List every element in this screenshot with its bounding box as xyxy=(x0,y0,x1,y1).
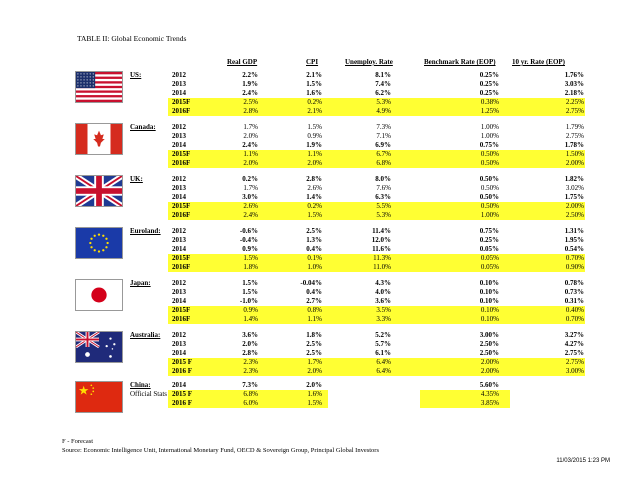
year-cell: 2015F xyxy=(172,306,191,314)
table-row xyxy=(0,141,640,150)
benchmark-rate-cell: 0.10% xyxy=(479,279,499,287)
table-row xyxy=(0,107,640,116)
ten-year-rate-cell: 1.75% xyxy=(564,193,584,201)
unemployment-cell: 6.7% xyxy=(376,150,391,158)
year-cell: 2012 xyxy=(172,227,186,235)
table-row xyxy=(0,263,640,272)
real-gdp-cell: -0.6% xyxy=(239,227,258,235)
cpi-cell: 0.9% xyxy=(307,132,322,140)
benchmark-rate-cell: 0.05% xyxy=(479,245,499,253)
benchmark-rate-cell: 0.05% xyxy=(480,263,499,271)
cpi-cell: 1.5% xyxy=(307,399,322,407)
table-row xyxy=(0,184,640,193)
table-row xyxy=(0,381,640,390)
cpi-cell: 1.1% xyxy=(307,315,322,323)
benchmark-rate-cell: 0.50% xyxy=(480,202,499,210)
unemployment-cell: 5.5% xyxy=(376,202,391,210)
cpi-cell: 1.5% xyxy=(306,80,322,88)
year-cell: 2014 xyxy=(172,297,186,305)
cpi-cell: 1.6% xyxy=(306,89,322,97)
real-gdp-cell: -1.0% xyxy=(239,297,258,305)
cpi-cell: 1.3% xyxy=(306,236,322,244)
benchmark-rate-cell: 1.00% xyxy=(480,132,499,140)
real-gdp-cell: 2.3% xyxy=(243,367,258,375)
year-cell: 2014 xyxy=(172,381,186,389)
header-real-gdp: Real GDP xyxy=(227,58,258,66)
real-gdp-cell: 2.0% xyxy=(243,159,258,167)
unemployment-cell: 12.0% xyxy=(371,236,391,244)
table-row xyxy=(0,367,640,376)
cpi-cell: 1.4% xyxy=(306,193,322,201)
cpi-cell: 1.6% xyxy=(307,390,322,398)
year-cell: 2013 xyxy=(172,340,186,348)
year-cell: 2016F xyxy=(172,315,191,323)
year-cell: 2013 xyxy=(172,236,186,244)
benchmark-rate-cell: 0.25% xyxy=(479,80,499,88)
header-10yr-rate: 10 yr. Rate (EOP) xyxy=(512,58,566,66)
benchmark-rate-cell: 0.50% xyxy=(480,184,499,192)
real-gdp-cell: 1.5% xyxy=(242,288,258,296)
unemployment-cell: 11.3% xyxy=(373,254,391,262)
real-gdp-cell: 2.0% xyxy=(242,340,258,348)
unemployment-cell: 11.0% xyxy=(373,263,391,271)
unemployment-cell: 6.1% xyxy=(375,349,391,357)
year-cell: 2016 F xyxy=(172,367,193,375)
ten-year-rate-cell: 4.27% xyxy=(564,340,584,348)
ten-year-rate-cell: 0.73% xyxy=(564,288,584,296)
benchmark-rate-cell: 0.25% xyxy=(479,89,499,97)
cpi-cell: 2.6% xyxy=(307,184,322,192)
year-cell: 2013 xyxy=(172,132,186,140)
real-gdp-cell: 0.2% xyxy=(242,175,258,183)
country-sublabel: Official Stats xyxy=(130,390,168,398)
table-row xyxy=(0,80,640,89)
ten-year-rate-cell: 3.03% xyxy=(564,80,584,88)
real-gdp-cell: 1.7% xyxy=(243,123,258,131)
ten-year-rate-cell: 1.82% xyxy=(564,175,584,183)
ten-year-rate-cell: 0.70% xyxy=(565,315,584,323)
table-row xyxy=(0,340,640,349)
source-note: Source: Economic Intelligence Unit, International Monetary Fund, OECD & Sovereign Group, Principal Global Investors xyxy=(62,447,379,454)
year-cell: 2014 xyxy=(172,349,186,357)
year-cell: 2016 F xyxy=(172,399,193,407)
ten-year-rate-cell: 2.25% xyxy=(565,98,584,106)
real-gdp-cell: 6.0% xyxy=(243,399,258,407)
real-gdp-cell: 6.8% xyxy=(243,390,258,398)
unemployment-cell: 3.3% xyxy=(376,315,391,323)
table-row xyxy=(0,245,640,254)
ten-year-rate-cell: 1.95% xyxy=(564,236,584,244)
year-cell: 2016F xyxy=(172,159,191,167)
table-row xyxy=(0,331,640,340)
year-cell: 2014 xyxy=(172,245,186,253)
benchmark-rate-cell: 0.75% xyxy=(479,227,499,235)
unemployment-cell: 6.8% xyxy=(376,159,391,167)
table-row xyxy=(0,175,640,184)
benchmark-rate-cell: 2.00% xyxy=(480,367,499,375)
unemployment-cell: 4.9% xyxy=(376,107,391,115)
benchmark-rate-cell: 3.85% xyxy=(480,399,499,407)
ten-year-rate-cell: 1.78% xyxy=(564,141,584,149)
unemployment-cell: 5.7% xyxy=(375,340,391,348)
unemployment-cell: 6.2% xyxy=(375,89,391,97)
year-cell: 2015F xyxy=(172,150,191,158)
table-row xyxy=(0,150,640,159)
unemployment-cell: 11.6% xyxy=(372,245,391,253)
benchmark-rate-cell: 0.50% xyxy=(479,193,499,201)
ten-year-rate-cell: 0.90% xyxy=(565,263,584,271)
year-cell: 2012 xyxy=(172,123,186,131)
ten-year-rate-cell: 0.78% xyxy=(564,279,584,287)
table-row xyxy=(0,390,640,399)
ten-year-rate-cell: 3.00% xyxy=(565,367,584,375)
column-header-row xyxy=(0,58,640,68)
ten-year-rate-cell: 2.75% xyxy=(565,132,584,140)
unemployment-cell: 11.4% xyxy=(372,227,391,235)
table-row xyxy=(0,89,640,98)
year-cell: 2015F xyxy=(172,254,191,262)
year-cell: 2016F xyxy=(172,107,191,115)
unemployment-cell: 5.2% xyxy=(375,331,391,339)
cpi-cell: 0.1% xyxy=(307,254,322,262)
cpi-cell: 2.7% xyxy=(306,297,322,305)
ten-year-rate-cell: 1.79% xyxy=(565,123,584,131)
table-row xyxy=(0,202,640,211)
country-label: Euroland: xyxy=(130,227,161,235)
table-row xyxy=(0,236,640,245)
benchmark-rate-cell: 1.25% xyxy=(480,107,499,115)
benchmark-rate-cell: 2.50% xyxy=(479,340,499,348)
table-row xyxy=(0,211,640,220)
benchmark-rate-cell: 0.75% xyxy=(479,141,499,149)
table-row xyxy=(0,159,640,168)
real-gdp-cell: 2.6% xyxy=(243,202,258,210)
unemployment-cell: 7.4% xyxy=(375,80,391,88)
real-gdp-cell: 1.7% xyxy=(243,184,258,192)
real-gdp-cell: 1.8% xyxy=(243,263,258,271)
cpi-cell: 2.1% xyxy=(307,107,322,115)
year-cell: 2014 xyxy=(172,193,186,201)
country-label: Japan: xyxy=(130,279,151,287)
table-row xyxy=(0,193,640,202)
table-row xyxy=(0,297,640,306)
unemployment-cell: 7.3% xyxy=(376,123,391,131)
cpi-cell: 2.1% xyxy=(306,71,322,79)
ten-year-rate-cell: 1.31% xyxy=(564,227,584,235)
benchmark-rate-cell: 0.50% xyxy=(479,175,499,183)
ten-year-rate-cell: 1.50% xyxy=(565,150,584,158)
ten-year-rate-cell: 3.27% xyxy=(564,331,584,339)
ten-year-rate-cell: 1.76% xyxy=(564,71,584,79)
year-cell: 2012 xyxy=(172,71,186,79)
cpi-cell: 0.4% xyxy=(306,288,322,296)
table-row xyxy=(0,399,640,408)
table-row xyxy=(0,349,640,358)
cpi-cell: 2.5% xyxy=(306,227,322,235)
cpi-cell: 2.8% xyxy=(306,175,322,183)
country-label: Australia: xyxy=(130,331,161,339)
benchmark-rate-cell: 1.00% xyxy=(480,211,499,219)
year-cell: 2015F xyxy=(172,202,191,210)
unemployment-cell: 7.1% xyxy=(376,132,391,140)
table-row xyxy=(0,254,640,263)
ten-year-rate-cell: 2.50% xyxy=(565,211,584,219)
ten-year-rate-cell: 2.18% xyxy=(564,89,584,97)
year-cell: 2014 xyxy=(172,89,186,97)
real-gdp-cell: 0.9% xyxy=(242,245,258,253)
ten-year-rate-cell: 0.31% xyxy=(564,297,584,305)
unemployment-cell: 4.3% xyxy=(375,279,391,287)
ten-year-rate-cell: 3.02% xyxy=(565,184,584,192)
real-gdp-cell: 3.6% xyxy=(242,331,258,339)
real-gdp-cell: 1.9% xyxy=(242,80,258,88)
cpi-cell: 1.0% xyxy=(307,263,322,271)
cpi-cell: 1.5% xyxy=(307,123,322,131)
benchmark-rate-cell: 2.00% xyxy=(480,358,499,366)
unemployment-cell: 3.6% xyxy=(375,297,391,305)
country-label: Canada: xyxy=(130,123,156,131)
unemployment-cell: 3.5% xyxy=(376,306,391,314)
real-gdp-cell: 2.8% xyxy=(243,107,258,115)
benchmark-rate-cell: 0.25% xyxy=(479,236,499,244)
benchmark-rate-cell: 0.05% xyxy=(480,254,499,262)
country-label: China: xyxy=(130,381,151,389)
benchmark-rate-cell: 0.10% xyxy=(479,297,499,305)
cpi-cell: 2.0% xyxy=(307,367,322,375)
timestamp: 11/03/2015 1:23 PM xyxy=(556,458,610,464)
benchmark-rate-cell: 5.60% xyxy=(479,381,499,389)
real-gdp-cell: 1.1% xyxy=(243,150,258,158)
year-cell: 2016F xyxy=(172,263,191,271)
header-unemployment-rate: Unemploy. Rate xyxy=(345,58,393,66)
unemployment-cell: 7.6% xyxy=(376,184,391,192)
header-benchmark-rate: Benchmark Rate (EOP) xyxy=(424,58,496,66)
cpi-cell: 1.8% xyxy=(306,331,322,339)
benchmark-rate-cell: 1.00% xyxy=(480,123,499,131)
real-gdp-cell: 2.5% xyxy=(243,98,258,106)
table-row xyxy=(0,288,640,297)
benchmark-rate-cell: 0.10% xyxy=(479,288,499,296)
ten-year-rate-cell: 2.00% xyxy=(565,202,584,210)
year-cell: 2013 xyxy=(172,80,186,88)
table-row xyxy=(0,71,640,80)
cpi-cell: 0.2% xyxy=(307,98,322,106)
year-cell: 2015 F xyxy=(172,358,193,366)
country-label: US: xyxy=(130,71,142,79)
table-row xyxy=(0,315,640,324)
real-gdp-cell: 7.3% xyxy=(242,381,258,389)
unemployment-cell: 6.4% xyxy=(376,358,391,366)
benchmark-rate-cell: 0.50% xyxy=(480,150,499,158)
unemployment-cell: 8.1% xyxy=(375,71,391,79)
year-cell: 2016F xyxy=(172,211,191,219)
benchmark-rate-cell: 0.38% xyxy=(480,98,499,106)
benchmark-rate-cell: 0.25% xyxy=(479,71,499,79)
real-gdp-cell: 2.8% xyxy=(242,349,258,357)
benchmark-rate-cell: 0.10% xyxy=(480,315,499,323)
cpi-cell: 2.0% xyxy=(307,159,322,167)
unemployment-cell: 6.4% xyxy=(376,367,391,375)
cpi-cell: 0.2% xyxy=(307,202,322,210)
country-label: UK: xyxy=(130,175,143,183)
unemployment-cell: 5.3% xyxy=(376,98,391,106)
ten-year-rate-cell: 0.70% xyxy=(565,254,584,262)
table-row xyxy=(0,98,640,107)
cpi-cell: 1.7% xyxy=(307,358,322,366)
real-gdp-cell: 0.9% xyxy=(243,306,258,314)
cpi-cell: 0.8% xyxy=(307,306,322,314)
real-gdp-cell: 3.0% xyxy=(242,193,258,201)
year-cell: 2013 xyxy=(172,184,186,192)
table-row xyxy=(0,279,640,288)
benchmark-rate-cell: 2.50% xyxy=(479,349,499,357)
cpi-cell: -0.04% xyxy=(300,279,322,287)
year-cell: 2015 F xyxy=(172,390,193,398)
table-row xyxy=(0,132,640,141)
benchmark-rate-cell: 3.00% xyxy=(479,331,499,339)
real-gdp-cell: 1.4% xyxy=(243,315,258,323)
real-gdp-cell: 1.5% xyxy=(243,254,258,262)
cpi-cell: 1.9% xyxy=(306,141,322,149)
cpi-cell: 0.4% xyxy=(306,245,322,253)
ten-year-rate-cell: 2.75% xyxy=(564,349,584,357)
cpi-cell: 2.0% xyxy=(306,381,322,389)
year-cell: 2013 xyxy=(172,288,186,296)
real-gdp-cell: 2.2% xyxy=(242,71,258,79)
unemployment-cell: 5.3% xyxy=(376,211,391,219)
cpi-cell: 1.1% xyxy=(307,150,322,158)
real-gdp-cell: -0.4% xyxy=(239,236,258,244)
cpi-cell: 1.5% xyxy=(307,211,322,219)
ten-year-rate-cell: 2.75% xyxy=(565,358,584,366)
benchmark-rate-cell: 4.35% xyxy=(480,390,499,398)
unemployment-cell: 8.0% xyxy=(375,175,391,183)
benchmark-rate-cell: 0.10% xyxy=(480,306,499,314)
real-gdp-cell: 2.0% xyxy=(243,132,258,140)
table-row xyxy=(0,306,640,315)
table-row xyxy=(0,123,640,132)
year-cell: 2014 xyxy=(172,141,186,149)
ten-year-rate-cell: 0.40% xyxy=(565,306,584,314)
unemployment-cell: 4.0% xyxy=(375,288,391,296)
real-gdp-cell: 2.4% xyxy=(243,211,258,219)
cpi-cell: 2.5% xyxy=(306,349,322,357)
real-gdp-cell: 2.3% xyxy=(243,358,258,366)
real-gdp-cell: 1.5% xyxy=(242,279,258,287)
year-cell: 2015F xyxy=(172,98,191,106)
year-cell: 2012 xyxy=(172,175,186,183)
real-gdp-cell: 2.4% xyxy=(242,89,258,97)
ten-year-rate-cell: 2.00% xyxy=(565,159,584,167)
cpi-cell: 2.5% xyxy=(306,340,322,348)
table-row xyxy=(0,227,640,236)
year-cell: 2012 xyxy=(172,331,186,339)
unemployment-cell: 6.3% xyxy=(375,193,391,201)
benchmark-rate-cell: 0.50% xyxy=(480,159,499,167)
year-cell: 2012 xyxy=(172,279,186,287)
ten-year-rate-cell: 2.75% xyxy=(565,107,584,115)
forecast-note: F - Forecast xyxy=(62,438,94,445)
unemployment-cell: 6.9% xyxy=(375,141,391,149)
real-gdp-cell: 2.4% xyxy=(242,141,258,149)
header-cpi: CPI xyxy=(306,58,319,66)
ten-year-rate-cell: 0.54% xyxy=(564,245,584,253)
table-row xyxy=(0,358,640,367)
table-title: TABLE II: Global Economic Trends xyxy=(77,34,187,43)
